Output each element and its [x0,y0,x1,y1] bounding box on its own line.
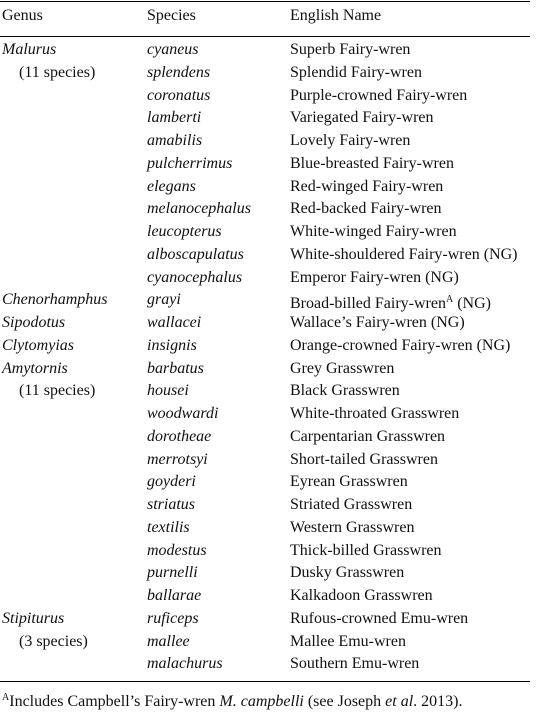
english-name-cell [290,267,459,289]
english-name-cell [290,198,442,220]
english-name-text: Broad-billed Fairy-wren [290,295,446,313]
english-name-cell [290,39,410,61]
english-name-cell [290,653,419,675]
genus-count-note: (3 species) [19,632,88,650]
english-name-cell [290,358,394,380]
table-row [0,62,540,85]
species-cell: ballarae [147,587,202,604]
table-row [0,517,540,540]
genus-cell: Chenorhamphus [2,291,108,309]
english-name-text: Red-backed Fairy-wren [290,200,442,218]
english-name-cell [290,244,517,266]
table-row [0,426,540,449]
header-english-name: English Name [290,7,382,24]
species-cell: alboscapulatus [147,245,244,263]
english-name-cell [290,517,414,539]
english-name-cell [290,608,468,630]
species-cell: cyaneus [147,41,199,58]
species-cell: modestus [147,541,207,559]
table-row [0,244,540,267]
english-name-cell [290,403,459,425]
table-row [0,631,540,654]
footnote-italic-etal: et al [385,693,414,710]
footnote-italic-species: M. campbelli [219,693,304,710]
english-name-cell [290,380,400,402]
genus-cell: Stipiturus [2,609,65,627]
genus-cell: Amytornis [2,359,68,377]
table-row [0,107,540,130]
english-name-cell [290,221,457,243]
table-row [0,267,540,290]
species-cell: grayi [147,291,181,309]
table-row [0,39,540,62]
english-name-cell [290,85,467,107]
english-name-text: Orange-crowned Fairy-wren (NG) [290,336,511,354]
species-cell: barbatus [147,359,204,377]
english-name-text: Striated Grasswren [290,496,413,513]
table-row [0,471,540,494]
top-rule [0,1,530,2]
english-name-suffix: (NG) [453,295,491,313]
species-cell: ruficeps [147,609,199,627]
english-name-text: Variegated Fairy-wren [290,109,434,127]
species-cell: cyanocephalus [147,268,243,286]
header-rule [0,36,530,37]
species-cell: melanocephalus [147,200,251,218]
species-cell: dorotheae [147,427,212,445]
english-name-text: Black Grasswren [290,382,400,400]
english-name-text: Eyrean Grasswren [290,473,408,491]
species-cell: amabilis [147,132,203,149]
english-name-cell [290,153,454,175]
english-name-cell [290,62,422,84]
english-name-text: Short-tailed Grasswren [290,450,438,468]
english-name-cell [290,176,443,198]
english-name-cell [290,471,408,493]
species-cell: coronatus [147,86,211,104]
english-name-text: Southern Emu-wren [290,655,420,673]
table-row [0,403,540,426]
footnote-text-middle: (see Joseph [303,693,386,710]
english-name-text: Western Grasswren [290,518,415,536]
table-row [0,335,540,358]
header-genus: Genus [2,7,43,24]
english-name-text: Lovely Fairy-wren [290,132,411,149]
english-name-cell [290,130,410,152]
english-name-cell [290,494,412,516]
footnote-marker: A [2,692,10,703]
species-cell: merrotsyi [147,450,208,468]
english-name-text: Red-winged Fairy-wren [290,177,444,195]
english-name-cell [290,449,438,471]
english-name-text: Mallee Emu-wren [290,632,406,650]
english-name-text: Emperor Fairy-wren (NG) [290,268,459,286]
english-name-text: Thick-billed Grasswren [290,541,442,559]
species-cell: textilis [147,518,190,536]
english-name-cell [290,540,442,562]
table-row [0,153,540,176]
species-cell: pulcherrimus [147,154,233,172]
species-cell: goyderi [147,473,196,491]
table-row [0,562,540,585]
genus-cell: Sipodotus [2,314,66,331]
species-cell: leucopterus [147,223,222,240]
species-cell: wallacei [147,314,202,331]
species-cell: mallee [147,632,190,650]
english-name-text: Kalkadoon Grasswren [290,587,433,604]
table-row [0,608,540,631]
genus-cell: Malurus [2,41,57,58]
english-name-cell [290,631,406,653]
footnote-reference: A [445,294,454,306]
table-row [0,653,540,676]
english-name-text: White-winged Fairy-wren [290,223,457,240]
table-row [0,312,540,335]
english-name-text: Dusky Grasswren [290,564,405,582]
table-row [0,176,540,199]
footnote-text: Includes Campbell’s Fairy-wren [9,693,220,710]
table-row [0,358,540,381]
species-cell: housei [147,382,189,400]
english-name-cell [290,335,510,357]
footnote [2,688,462,712]
english-name-text: Rufous-crowned Emu-wren [290,609,469,627]
english-name-text: Grey Grasswren [290,359,395,377]
species-cell: malachurus [147,655,223,673]
table-row [0,289,540,312]
table-row [0,130,540,153]
genus-count-note: (11 species) [19,63,96,81]
english-name-cell [290,426,445,448]
english-name-text: Purple-crowned Fairy-wren [290,86,468,104]
table-row [0,540,540,563]
english-name-text: Splendid Fairy-wren [290,63,422,81]
table-row [0,449,540,472]
english-name-cell [290,562,404,584]
english-name-text: White-shouldered Fairy-wren (NG) [290,245,518,263]
table-row [0,585,540,608]
english-name-text: Blue-breasted Fairy-wren [290,154,454,172]
english-name-cell [290,107,434,129]
english-name-text: Superb Fairy-wren [290,41,411,58]
bottom-rule [0,681,530,682]
english-name-cell [290,585,433,607]
table-row [0,221,540,244]
table-row [0,380,540,403]
species-cell: striatus [147,496,196,513]
english-name-text: Wallace’s Fairy-wren (NG) [290,314,465,331]
genus-cell: Clytomyias [2,336,74,354]
species-cell: lamberti [147,109,202,127]
species-cell: insignis [147,336,197,354]
table-row [0,198,540,221]
header-species: Species [147,7,196,24]
species-cell: woodwardi [147,405,219,422]
footnote-text-end: . 2013). [413,693,463,710]
species-cell: purnelli [147,564,198,582]
species-cell: elegans [147,177,196,195]
table-row [0,494,540,517]
english-name-text: White-throated Grasswren [290,405,460,422]
english-name-cell [290,312,465,334]
species-cell: splendens [147,63,211,81]
table-row [0,85,540,108]
english-name-text: Carpentarian Grasswren [290,427,446,445]
genus-count-note: (11 species) [19,382,96,400]
